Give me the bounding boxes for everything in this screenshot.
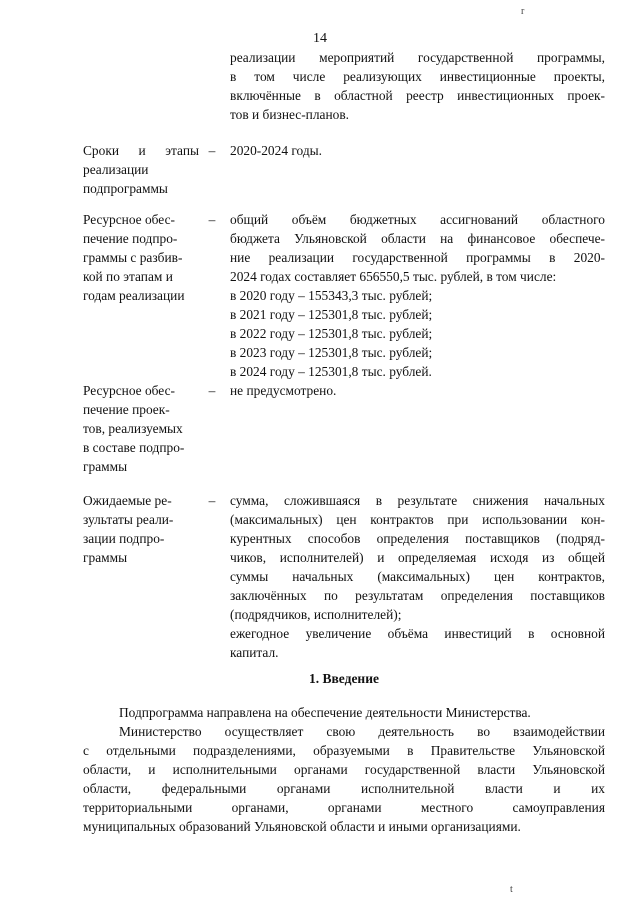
text-line: 2020-2024 годы.	[230, 143, 322, 158]
page-number: 14	[313, 31, 327, 46]
text-line: заключённых по результатам определения поставщиков	[230, 588, 605, 603]
label-line: зации подпро-	[83, 531, 165, 546]
label-line: годам реализации	[83, 288, 185, 303]
text-line: области, и исполнительными органами государственной власти Ульяновской	[83, 762, 605, 777]
text-line: в 2022 году – 125301,8 тыс. рублей;	[230, 326, 433, 341]
label-line: Сроки и этапы	[83, 143, 199, 158]
row-dash: –	[208, 383, 216, 398]
content-paragraph	[230, 141, 605, 160]
content-paragraph	[230, 324, 605, 343]
text-line: ежегодное увеличение объёма инвестиций в основной	[230, 626, 605, 641]
label-line: Ресурсное обес-	[83, 383, 175, 398]
label-line: Ожидаемые ре-	[83, 493, 172, 508]
text-line: бюджета Ульяновской области на финансовое обеспече-	[230, 231, 605, 246]
text-line: капитал.	[230, 645, 279, 660]
passport-row-results	[83, 491, 605, 666]
passport-row-projects	[83, 381, 605, 481]
text-line: курентных способов определения поставщиков (подряд-	[230, 531, 605, 546]
content-paragraph	[230, 286, 605, 305]
text-line: тов и бизнес-планов.	[230, 107, 349, 122]
content-paragraph	[230, 624, 605, 662]
label-line: реализации	[83, 162, 149, 177]
text-line: ние реализации государственной программы в 2020-	[230, 250, 605, 265]
content-paragraph	[230, 48, 605, 124]
row-label	[83, 210, 199, 305]
text-line: 2024 годах составляет 656550,5 тыс. рублей, в том числе:	[230, 269, 557, 284]
label-line: зультаты реали-	[83, 512, 174, 527]
text-line: Министерство осуществляет свою деятельность во взаимодействии	[119, 724, 605, 739]
content-paragraph	[230, 305, 605, 324]
content-paragraph	[230, 381, 605, 400]
passport-row-resources	[83, 210, 605, 379]
row-content	[230, 491, 605, 662]
content-paragraph	[230, 210, 605, 286]
text-line: (подрядчиков, исполнителей);	[230, 607, 402, 622]
text-line: чиков, исполнителей) и определяемая исходя из общей	[230, 550, 605, 565]
text-line: в 2024 году – 125301,8 тыс. рублей.	[230, 364, 432, 379]
content-paragraph	[230, 343, 605, 362]
text-line: территориальными органами, органами местного самоуправления	[83, 800, 605, 815]
section-title: 1. Введение	[309, 671, 379, 686]
label-line: подпрограммы	[83, 181, 168, 196]
intro-paragraph-1	[83, 703, 605, 722]
row-dash: –	[208, 212, 216, 227]
text-line: включённые в областной реестр инвестиционных проек-	[230, 88, 605, 103]
label-line: в составе подпро-	[83, 440, 185, 455]
row-dash: –	[208, 493, 216, 508]
label-line: печение проек-	[83, 402, 170, 417]
scan-mark-bottom: t	[510, 884, 513, 895]
label-line: граммы с разбив-	[83, 250, 183, 265]
row-content	[230, 48, 605, 124]
row-label	[83, 141, 199, 198]
row-content	[230, 141, 605, 160]
label-line: граммы	[83, 459, 128, 474]
text-line: общий объём бюджетных ассигнований областного	[230, 212, 605, 227]
text-line: (максимальных) цен контрактов при использовании кон-	[230, 512, 605, 527]
text-line: в 2023 году – 125301,8 тыс. рублей;	[230, 345, 433, 360]
content-paragraph	[230, 362, 605, 381]
scan-mark-top: r	[521, 6, 525, 17]
label-line: кой по этапам и	[83, 269, 173, 284]
text-line: Подпрограмма направлена на обеспечение деятельности Министерства.	[119, 705, 531, 720]
text-line: в том числе реализующих инвестиционные проекты,	[230, 69, 605, 84]
row-dash: –	[208, 143, 216, 158]
label-line: тов, реализуемых	[83, 421, 183, 436]
text-line: муниципальных образований Ульяновской области и иными организациями.	[83, 819, 521, 834]
label-line: печение подпро-	[83, 231, 178, 246]
content-paragraph	[230, 491, 605, 624]
text-line: в 2020 году – 155343,3 тыс. рублей;	[230, 288, 433, 303]
label-line: граммы	[83, 550, 128, 565]
row-label	[83, 381, 199, 476]
intro-paragraph-2	[83, 722, 605, 836]
text-line: области, федеральными органами исполнительной власти и их	[83, 781, 605, 796]
passport-row-terms	[83, 141, 605, 201]
row-content	[230, 381, 605, 400]
text-line: суммы начальных (максимальных) цен контрактов,	[230, 569, 605, 584]
text-line: сумма, сложившаяся в результате снижения начальных	[230, 493, 605, 508]
row-label	[83, 491, 199, 567]
text-line: с отдельными подразделениями, образуемыми в Правительстве Ульяновской	[83, 743, 605, 758]
label-line: Ресурсное обес-	[83, 212, 175, 227]
row-content	[230, 210, 605, 381]
text-line: реализации мероприятий государственной программы,	[230, 50, 605, 65]
passport-row-continuation	[83, 48, 605, 128]
text-line: не предусмотрено.	[230, 383, 337, 398]
text-line: в 2021 году – 125301,8 тыс. рублей;	[230, 307, 433, 322]
